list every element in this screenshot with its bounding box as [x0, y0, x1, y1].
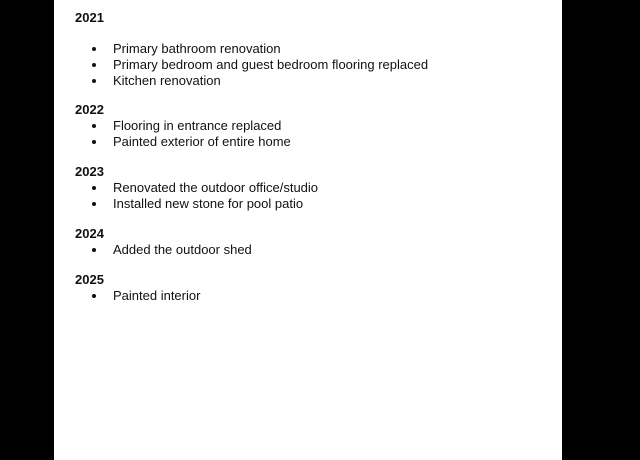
list-item: Installed new stone for pool patio: [75, 196, 555, 212]
list-item: Primary bedroom and guest bedroom flooring replaced: [75, 57, 555, 73]
item-list: [75, 118, 555, 150]
section-2021: [75, 10, 555, 89]
year-heading: 2025: [75, 272, 104, 287]
item-list: [75, 288, 555, 304]
year-heading: 2021: [75, 10, 104, 25]
list-item: Renovated the outdoor office/studio: [75, 180, 555, 196]
bullet-icon: [92, 47, 96, 51]
list-item: Primary bathroom renovation: [75, 41, 555, 57]
item-list: [75, 41, 555, 89]
list-item: Painted interior: [75, 288, 555, 304]
section-2023: [75, 164, 555, 212]
bullet-icon: [92, 124, 96, 128]
bullet-icon: [92, 248, 96, 252]
list-item: Added the outdoor shed: [75, 242, 555, 258]
year-heading: 2022: [75, 102, 104, 117]
document-page: [54, 0, 562, 460]
list-item: Kitchen renovation: [75, 73, 555, 89]
list-item: Flooring in entrance replaced: [75, 118, 555, 134]
bullet-icon: [92, 294, 96, 298]
bullet-icon: [92, 63, 96, 67]
section-2024: [75, 226, 555, 258]
item-list: [75, 242, 555, 258]
item-list: [75, 180, 555, 212]
year-heading: 2023: [75, 164, 104, 179]
bullet-icon: [92, 202, 96, 206]
bullet-icon: [92, 186, 96, 190]
year-heading: 2024: [75, 226, 104, 241]
list-item: Painted exterior of entire home: [75, 134, 555, 150]
section-2025: [75, 272, 555, 304]
bullet-icon: [92, 140, 96, 144]
section-2022: [75, 102, 555, 150]
bullet-icon: [92, 79, 96, 83]
